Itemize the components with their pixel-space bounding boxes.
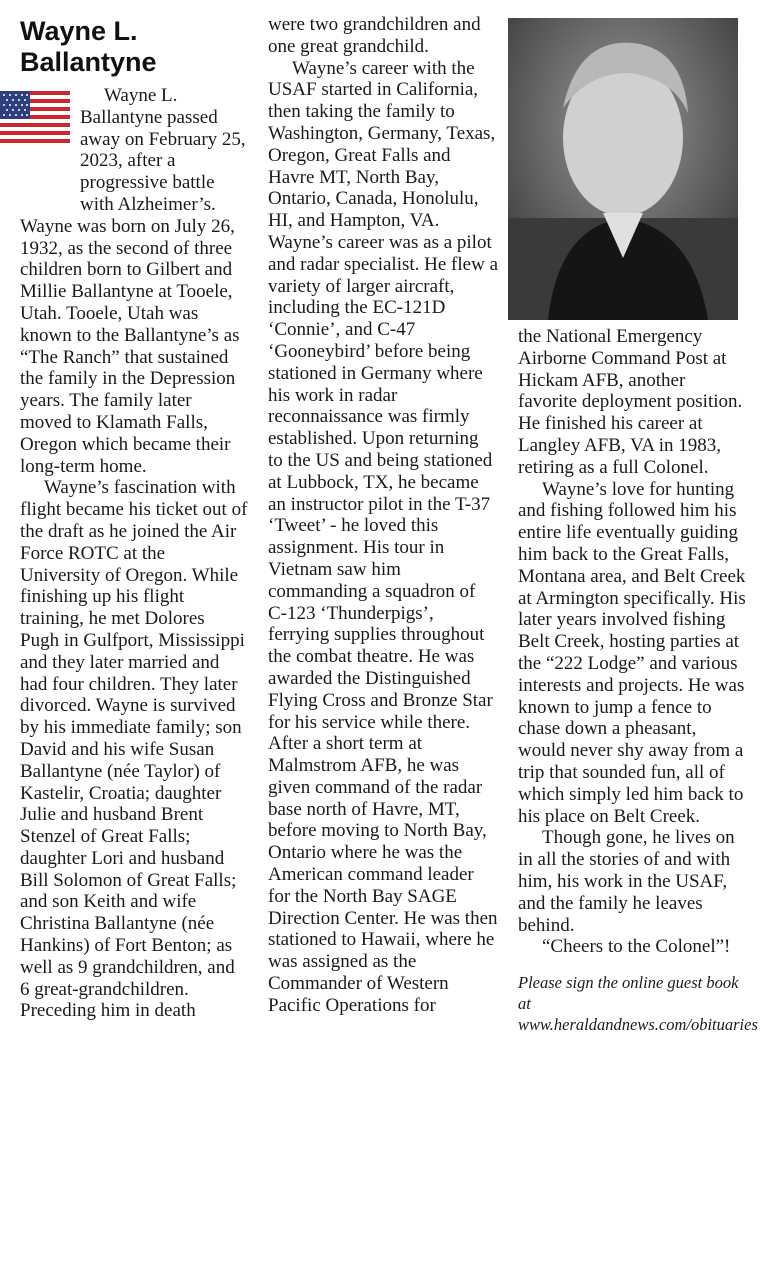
title-first-line: Wayne L. <box>20 16 138 46</box>
obituary-paragraph-2-continued: were two grandchildren and one great grandchild. <box>268 14 481 57</box>
obituary-paragraph-1: Wayne L. Ballantyne passed away on February 25, 2023, after a progressive battle with Alzheimer’s. Wayne was born on July 26, 1932, as the second of three children born to Gilbert and Millie Ballantyne at Tooele, Utah. Tooele, Utah was known to the Ballantyne’s as “The Ranch” that sustained the family in the Depression years. The family later moved to Klamath Falls, Oregon which became their long-term home. <box>20 85 246 477</box>
flag-container <box>0 85 80 203</box>
obituary-paragraph-3-continued: the National Emergency Airborne Command Post at Hickam AFB, another favorite deployment position. He finished his career at Langley AFB, VA in 1983, retiring as a full Colonel. <box>518 326 743 478</box>
column-1 <box>20 14 248 1022</box>
obituary-paragraph-4: Wayne’s love for hunting and fishing followed him his entire life eventually guiding him back to the Great Falls, Montana area, and Belt Creek at Armington specifically. His later years involved fishing Belt Creek, hosting parties at the “222 Lodge” and various interests and projects. He was known to jump a fence to chase down a pheasant, would never shy away from a trip that sounded fun, all of which simply led him back to his place on Belt Creek. <box>518 478 746 827</box>
obituary-paragraph-6: “Cheers to the Colonel”! <box>542 936 731 958</box>
obituary-paragraph-3: Wayne’s career with the USAF started in California, then taking the family to Washington, Germany, Texas, Oregon, Great Falls and Havre MT, North Bay, Ontario, Canada, Honolulu, HI, and Hampton, VA. Wayne’s career was as a pilot and radar specialist. He flew a variety of larger aircraft, including the EC-121D ‘Connie’, and C-47 ‘Gooneybird’ before being stationed in Germany where his work in radar reconnaissance was firmly established. Upon returning to the US and being stationed at Lubbock, TX, he became an instructor pilot in the T-37 ‘Tweet’ - he loved this assignment. His tour in Vietnam saw him commanding a squadron of C-123 ‘Thunderpigs’, ferrying supplies throughout the combat theatre. He was awarded the Distinguished Flying Cross and Bronze Star for his service while there. After a short term at Malmstrom AFB, he was given command of the radar base north of Havre, MT, before moving to North Bay, Ontario where he was the American command leader for the North Bay SAGE Direction Center. He was then stationed to Hawaii, where he was assigned as the Commander of Western Pacific Operations for <box>268 57 499 1016</box>
obituary-paragraph-5: Though gone, he lives on in all the stories of and with him, his work in the USAF, and the family he leaves behind. <box>518 827 735 936</box>
title-second-line: Ballantyne <box>20 47 157 77</box>
obituary-paragraph-2: Wayne’s fascination with flight became his ticket out of the draft as he joined the Air Force ROTC at the University of Oregon. While finishing up his flight training, he met Dolores Pugh in Gulfport, Mississippi and they later married and had four children. They later divorced. Wayne is survived by his immediate family; son David and his wife Susan Ballantyne (née Taylor) of Kastelir, Croatia; daughter Julie and husband Brent Stenzel of Great Falls; daughter Lori and husband Bill Solomon of Great Falls; and son Keith and wife Christina Ballantyne (née Hankins) of Fort Benton; as well as 9 grandchildren, and 6 great-grandchildren. Preceding him in death <box>20 477 248 1022</box>
portrait-photo <box>508 18 738 320</box>
column-3 <box>518 326 758 1035</box>
column-2 <box>268 14 498 1017</box>
guest-book-note: Please sign the online guest book at www.heraldandnews.com/obituaries <box>518 973 758 1035</box>
obituary-title <box>20 16 248 78</box>
us-flag-icon <box>0 91 70 143</box>
